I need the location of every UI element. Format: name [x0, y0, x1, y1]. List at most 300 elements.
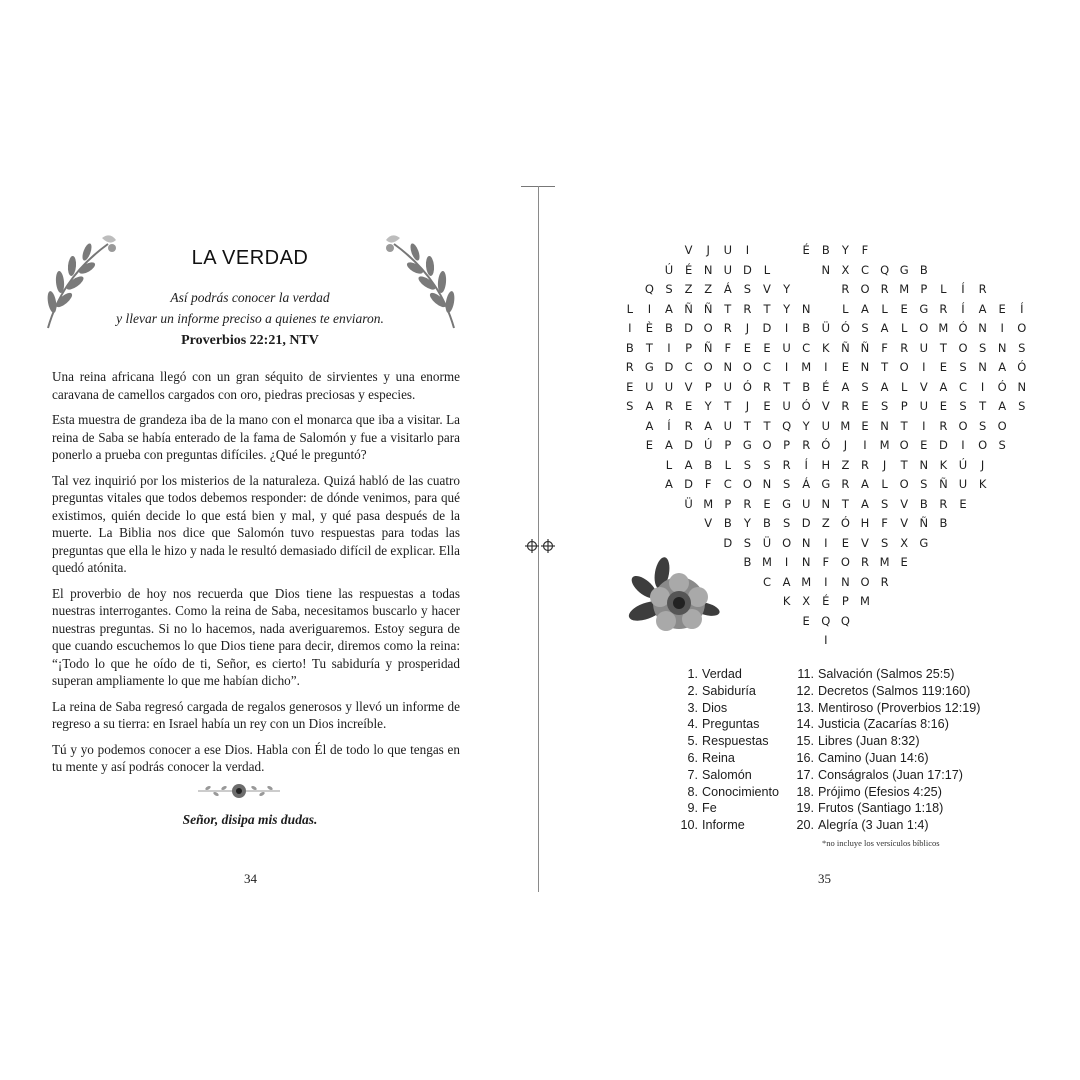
word-list-number: 14. — [796, 717, 814, 732]
word-search-letter: L — [881, 301, 888, 316]
word-search-letter: C — [723, 477, 732, 491]
word-search-letter: N — [880, 418, 889, 433]
word-search-letter: C — [762, 574, 771, 589]
word-list-word: Fe — [702, 801, 717, 816]
word-search-letter: P — [724, 496, 732, 511]
word-search-letter: L — [724, 457, 731, 472]
word-search-letter: R — [684, 418, 693, 433]
word-search-letter: M — [840, 418, 851, 433]
word-search-letter: B — [743, 555, 752, 569]
paragraph: El proverbio de hoy nos recuerda que Dios tiene las respuestas a todas nuestras interrogantes. Como la reina de Saba, necesitamos buscarlo y hacer nuestras preguntas. Si no lo hacemos, nada averiguaremos. Estoy segura de que cuando escuchemos lo que Dios tiene para decir, diremos como la reina: “¡Todo lo que he oído de ti, Señor, es cierto! Tu sabiduría y prosperidad superan ampliamente lo que me habían dicho”. — [52, 585, 460, 688]
word-search-letter: N — [978, 321, 987, 335]
word-search-letter: I — [647, 301, 652, 316]
word-search-letter: N — [919, 457, 929, 472]
word-search-letter: Ó — [997, 379, 1007, 394]
word-search-letter: Y — [743, 516, 751, 530]
word-search-letter: G — [742, 438, 752, 452]
word-search-letter: I — [628, 321, 632, 335]
word-search-letter: G — [899, 262, 909, 277]
word-search-letter: V — [684, 379, 693, 394]
word-search-letter: E — [900, 555, 908, 569]
word-search-letter: N — [821, 262, 831, 277]
word-list-number: 18. — [796, 784, 814, 799]
word-search-letter: I — [863, 438, 867, 452]
word-search-letter: V — [821, 399, 830, 413]
verse-reference: Proverbios 22:21, NTV — [181, 333, 319, 348]
word-search-letter: R — [743, 301, 752, 316]
word-search-letter: R — [860, 555, 869, 569]
word-list-item — [672, 700, 779, 717]
word-search-letter: Ñ — [939, 477, 948, 491]
word-search-letter: Z — [821, 516, 830, 530]
word-search-letter: C — [802, 340, 811, 355]
word-search-letter: N — [860, 360, 870, 374]
word-search-letter: T — [881, 360, 889, 374]
word-search-letter: K — [822, 340, 830, 355]
word-search-letter: A — [998, 399, 1007, 413]
word-search-letter: R — [939, 418, 948, 433]
word-search-letter: U — [645, 379, 654, 394]
word-search-letter: I — [980, 379, 985, 394]
word-search-letter: T — [724, 301, 732, 316]
word-search-letter: V — [900, 496, 909, 511]
word-search-letter: F — [881, 516, 888, 530]
word-list-word: Respuestas — [702, 734, 769, 749]
word-search-letter: T — [763, 301, 771, 316]
word-search-letter: Í — [667, 418, 671, 433]
word-search-letter: Z — [704, 282, 713, 296]
word-search-letter: Ñ — [703, 340, 713, 355]
word-search-letter: U — [782, 399, 791, 413]
word-search-letter: I — [922, 360, 926, 374]
word-list-item — [794, 767, 980, 784]
word-search-letter: O — [860, 574, 870, 589]
word-search-letter: F — [881, 340, 888, 355]
word-search-letter: O — [703, 321, 713, 335]
word-search-letter: Í — [1020, 301, 1024, 316]
word-search-letter: U — [723, 262, 732, 277]
word-search-letter: S — [861, 321, 869, 335]
word-search-letter: B — [919, 262, 928, 277]
word-search-letter: É — [822, 379, 830, 394]
word-list-number: 8. — [687, 784, 698, 799]
word-list-word: Alegría (3 Juan 1:4) — [818, 818, 929, 833]
word-search-letter: O — [782, 535, 792, 550]
word-search-letter: A — [665, 301, 673, 316]
word-search-letter: O — [919, 321, 929, 335]
word-search-letter: A — [880, 379, 889, 394]
word-search-letter: I — [824, 633, 828, 647]
word-search-letter: J — [882, 457, 887, 472]
word-search-letter: T — [900, 457, 908, 472]
word-search-letter: B — [665, 321, 673, 335]
word-search-letter: L — [881, 477, 888, 491]
word-search-letter: S — [920, 477, 928, 491]
word-search-letter: B — [704, 457, 713, 472]
word-list-word: Preguntas — [702, 717, 760, 732]
word-search-letter: N — [801, 555, 811, 569]
word-search-letter: U — [821, 418, 830, 433]
word-search-letter: M — [703, 496, 714, 511]
word-search-letter: E — [920, 438, 928, 452]
word-search-letter: Q — [840, 613, 850, 628]
word-search-letter: R — [625, 360, 634, 374]
word-search-letter: S — [978, 340, 987, 355]
word-list-number: 10. — [680, 818, 698, 833]
word-search-letter: E — [861, 418, 869, 433]
word-search-letter: S — [743, 535, 752, 550]
word-search-letter: C — [762, 360, 771, 374]
word-list-word: Mentiroso (Proverbios 12:19) — [818, 700, 981, 715]
word-search-letter: Ú — [664, 262, 674, 277]
word-search-letter: U — [782, 340, 791, 355]
word-search-letter: C — [860, 262, 869, 277]
word-search-letter: D — [742, 262, 752, 277]
word-search-letter: É — [684, 262, 693, 277]
word-search-letter: T — [841, 496, 849, 511]
word-search-letter: A — [645, 399, 654, 413]
word-search-letter: Y — [783, 301, 791, 316]
word-list-item — [794, 733, 980, 750]
word-search-letter: Í — [804, 457, 808, 472]
word-search-letter: F — [704, 477, 712, 491]
word-list-word: Reina — [702, 750, 735, 765]
devotional-body — [52, 368, 460, 784]
word-search-letter: L — [900, 321, 908, 335]
word-search-letter: Ñ — [919, 516, 929, 530]
word-search-letter: B — [723, 516, 732, 530]
word-list-number: 17. — [796, 767, 814, 782]
word-search-letter: R — [743, 496, 752, 511]
word-search-letter: E — [763, 496, 771, 511]
word-search-letter: E — [900, 301, 908, 316]
word-search-letter: P — [900, 399, 908, 413]
word-search-letter: R — [841, 477, 850, 491]
word-search-letter: D — [684, 321, 694, 335]
word-search-letter: S — [782, 516, 791, 530]
word-search-letter: L — [665, 457, 673, 472]
word-search-letter: A — [645, 418, 654, 433]
word-search-letter: O — [1017, 321, 1027, 335]
word-search-letter: P — [783, 438, 791, 452]
word-list-item — [672, 817, 779, 834]
word-search-letter: S — [665, 282, 673, 296]
word-search-letter: E — [939, 399, 948, 413]
word-list-item — [672, 800, 779, 817]
word-search-letter: N — [703, 262, 713, 277]
word-list-item — [672, 666, 779, 683]
word-search-letter: O — [840, 555, 850, 569]
paragraph: Esta muestra de grandeza iba de la mano con el monarca que iba a visitar. La reina de Saba se había enterado de la fama de Salomón y fue a visitarlo para ponerlo a prueba con preguntas difíciles. ¿Qué le preguntó? — [52, 412, 460, 462]
word-search-letter: M — [899, 282, 910, 296]
word-search-letter: I — [824, 535, 828, 550]
word-search-letter: È — [645, 321, 654, 335]
word-search-letter: G — [919, 535, 929, 550]
word-list-number: 5. — [687, 734, 698, 749]
word-list-item — [794, 716, 980, 733]
word-list-item — [794, 800, 980, 817]
word-search-letter: Ñ — [841, 340, 850, 355]
word-search-letter: O — [958, 418, 968, 433]
word-search-letter: Q — [782, 418, 792, 433]
word-list-item — [794, 784, 980, 801]
word-search-letter: R — [723, 321, 732, 335]
word-search-letter: U — [919, 340, 928, 355]
word-search-letter: A — [880, 321, 889, 335]
word-search-letter: N — [723, 360, 733, 374]
word-search-letter: S — [998, 438, 1006, 452]
word-search-letter: R — [802, 438, 811, 452]
word-search-letter: I — [1000, 321, 1004, 335]
word-list-item — [672, 733, 779, 750]
word-search-letter: Ñ — [860, 340, 870, 355]
word-list-word: Conságralos (Juan 17:17) — [818, 767, 963, 782]
word-list-number: 3. — [687, 700, 698, 715]
word-search-letter: E — [626, 379, 634, 394]
word-search-letter: F — [724, 340, 732, 355]
word-search-letter: D — [938, 438, 948, 452]
word-search-letter: U — [958, 477, 968, 491]
word-search-letter: N — [841, 574, 850, 589]
word-search-letter: Y — [841, 243, 849, 257]
word-list-word: Prójimo (Efesios 4:25) — [818, 784, 942, 799]
word-search-letter: D — [684, 477, 694, 491]
word-search-letter: S — [626, 399, 634, 413]
word-search-letter: A — [684, 457, 693, 472]
word-search-letter: O — [762, 438, 772, 452]
word-search-letter: Ü — [762, 535, 772, 550]
word-list-column-1 — [672, 666, 779, 834]
word-search-letter: Í — [961, 301, 965, 316]
word-search-letter: K — [978, 477, 987, 491]
word-list-number: 4. — [687, 717, 698, 732]
word-search-letter: B — [802, 379, 811, 394]
word-list-word: Dios — [702, 700, 728, 715]
word-search-letter: E — [763, 340, 771, 355]
word-search-letter: C — [684, 360, 693, 374]
word-search-letter: K — [939, 457, 948, 472]
word-search-letter: R — [978, 282, 987, 296]
word-search-letter: J — [843, 438, 848, 452]
word-search-letter: O — [742, 477, 752, 491]
word-search-letter: Á — [723, 282, 732, 296]
word-search-letter: A — [998, 360, 1007, 374]
word-search-letter: E — [802, 613, 810, 628]
word-search-letter: I — [745, 243, 750, 257]
word-search-letter: S — [861, 379, 869, 394]
word-search-letter: F — [861, 243, 869, 257]
word-search-letter: A — [861, 496, 869, 511]
word-search-letter: O — [703, 360, 713, 374]
word-search-letter: A — [978, 301, 987, 316]
word-search-letter: Ó — [821, 438, 831, 452]
word-search-letter: R — [939, 301, 948, 316]
word-search-letter: N — [762, 477, 772, 491]
word-search-letter: P — [920, 282, 928, 296]
word-search-letter: P — [704, 379, 712, 394]
word-list-column-2 — [794, 666, 980, 834]
word-search-letter: O — [860, 282, 870, 296]
word-list-word: Frutos (Santiago 1:18) — [818, 801, 944, 816]
word-list-word: Salomón — [702, 767, 752, 782]
word-search-letter: E — [645, 438, 654, 452]
word-search-letter: U — [723, 243, 732, 257]
word-search-letter: L — [626, 301, 633, 316]
word-search-letter: U — [723, 379, 732, 394]
word-search-letter: Q — [880, 262, 890, 277]
word-search-letter: Y — [802, 418, 810, 433]
word-search-letter: A — [939, 379, 948, 394]
word-search-letter: T — [900, 418, 908, 433]
word-search-letter: S — [1018, 399, 1026, 413]
word-search-letter: I — [784, 360, 789, 374]
word-search-letter: E — [684, 399, 693, 413]
word-search-letter: V — [763, 282, 771, 296]
word-search-letter: S — [1018, 340, 1026, 355]
word-search-letter: D — [801, 516, 811, 530]
word-list-number: 2. — [687, 683, 698, 698]
word-list-item — [794, 750, 980, 767]
word-search-letter: N — [997, 340, 1007, 355]
word-list-item — [672, 784, 779, 801]
word-list-item — [672, 767, 779, 784]
word-search-letter: O — [899, 438, 909, 452]
word-search-letter: O — [899, 477, 909, 491]
word-list-word: Verdad — [702, 667, 742, 681]
word-search-letter: S — [743, 282, 752, 296]
word-search-letter: R — [900, 340, 909, 355]
word-search-letter: O — [997, 418, 1007, 433]
word-search-letter: T — [645, 340, 653, 355]
word-search-letter: G — [821, 477, 831, 491]
word-search-letter: I — [667, 340, 671, 355]
word-list-word: Sabiduría — [702, 683, 756, 698]
word-search-letter: V — [684, 243, 693, 257]
word-search-letter: D — [684, 438, 694, 452]
word-search-letter: T — [763, 418, 771, 433]
epigraph — [40, 287, 460, 329]
word-search-letter: B — [919, 496, 928, 511]
word-search-letter: Í — [961, 282, 965, 296]
word-search-letter: Ó — [840, 321, 850, 335]
word-search-letter: V — [704, 516, 713, 530]
word-search-letter: J — [980, 457, 985, 472]
word-search-letter: P — [841, 594, 849, 608]
word-search-letter: I — [824, 574, 828, 589]
word-search-letter: T — [939, 340, 947, 355]
word-search-letter: Ü — [684, 496, 693, 511]
word-search-letter: U — [801, 496, 811, 511]
word-search-letter: N — [978, 360, 987, 374]
word-search-letter: N — [801, 301, 811, 316]
word-search-letter: E — [959, 496, 967, 511]
word-search-letter: J — [745, 399, 750, 413]
word-search-letter: M — [938, 321, 949, 335]
word-search-letter: B — [625, 340, 634, 355]
word-search-letter: M — [801, 574, 812, 589]
word-search-letter: M — [801, 360, 812, 374]
word-list-item — [672, 750, 779, 767]
word-search-letter: Z — [684, 282, 693, 296]
word-search-letter: S — [782, 477, 791, 491]
word-list-number: 11. — [797, 667, 814, 681]
word-list-number: 15. — [796, 734, 814, 749]
word-search-letter: L — [763, 262, 771, 277]
word-search-letter: T — [724, 399, 732, 413]
word-search-letter: S — [743, 457, 752, 472]
word-list-word: Salvación (Salmos 25:5) — [818, 667, 955, 681]
word-list-number: 20. — [796, 818, 814, 833]
word-search-letter: E — [861, 399, 869, 413]
closing-prayer: Señor, disipa mis dudas. — [182, 812, 318, 827]
word-search-letter: D — [762, 321, 772, 335]
word-search-letter: E — [939, 360, 948, 374]
word-search-letter: R — [880, 574, 889, 589]
word-search-letter: J — [706, 243, 710, 257]
word-search-letter: F — [822, 555, 830, 569]
word-search-letter: S — [880, 496, 889, 511]
word-list-word: Justicia (Zacarías 8:16) — [818, 717, 949, 732]
word-search-letter: R — [762, 379, 771, 394]
word-search-letter: D — [664, 360, 674, 374]
word-search-letter: R — [880, 282, 889, 296]
word-search-letter: Á — [802, 477, 811, 491]
word-list-number: 1. — [687, 667, 698, 681]
word-search-letter: S — [959, 360, 967, 374]
word-list-item — [794, 817, 980, 834]
word-search-letter: O — [742, 360, 752, 374]
word-list-item — [672, 683, 779, 700]
word-search-letter: B — [939, 516, 948, 530]
word-search-letter: Ú — [958, 457, 968, 472]
epigraph-line: Así podrás conocer la verdad — [170, 290, 330, 305]
word-list-number: 7. — [687, 767, 698, 782]
paragraph: Una reina africana llegó con un gran séquito de sirvientes y una enorme caravana de camellos cargados con oro, piedras preciosas y especies. — [52, 369, 460, 402]
word-search-letter: L — [900, 379, 908, 394]
word-search-letter: É — [822, 594, 830, 608]
word-list-word: Conocimiento — [702, 784, 780, 799]
epigraph-line: y llevar un informe preciso a quienes te enviaron. — [116, 311, 384, 326]
word-search-letter: S — [959, 399, 967, 413]
word-search-letter: Z — [841, 457, 850, 472]
word-search-letter: O — [899, 360, 909, 374]
word-list-number: 19. — [796, 801, 814, 816]
word-search-letter: N — [821, 496, 831, 511]
word-search-letter: A — [704, 418, 713, 433]
word-list-word: Libres (Juan 8:32) — [818, 734, 920, 749]
word-search-letter: M — [879, 555, 890, 569]
word-search-letter: R — [841, 282, 850, 296]
word-search-letter: K — [782, 594, 791, 608]
word-search-letter: S — [978, 418, 987, 433]
word-search-letter: B — [802, 321, 811, 335]
word-search-letter: H — [860, 516, 870, 530]
word-search-letter: P — [685, 340, 693, 355]
word-list-number: 13. — [796, 700, 814, 715]
word-search-letter: G — [644, 360, 654, 374]
word-search-letter: A — [861, 301, 869, 316]
word-search-letter: Ó — [1017, 360, 1027, 374]
word-search-letter: J — [745, 321, 750, 335]
word-search-letter: E — [841, 535, 850, 550]
word-search-letter: Ñ — [703, 301, 713, 316]
word-search-letter: L — [842, 301, 849, 316]
word-search-letter: G — [782, 496, 792, 511]
word-search-letter: N — [801, 535, 811, 550]
word-search-letter: A — [665, 477, 673, 491]
word-search-letter: O — [978, 438, 988, 452]
word-search-letter: R — [939, 496, 948, 511]
